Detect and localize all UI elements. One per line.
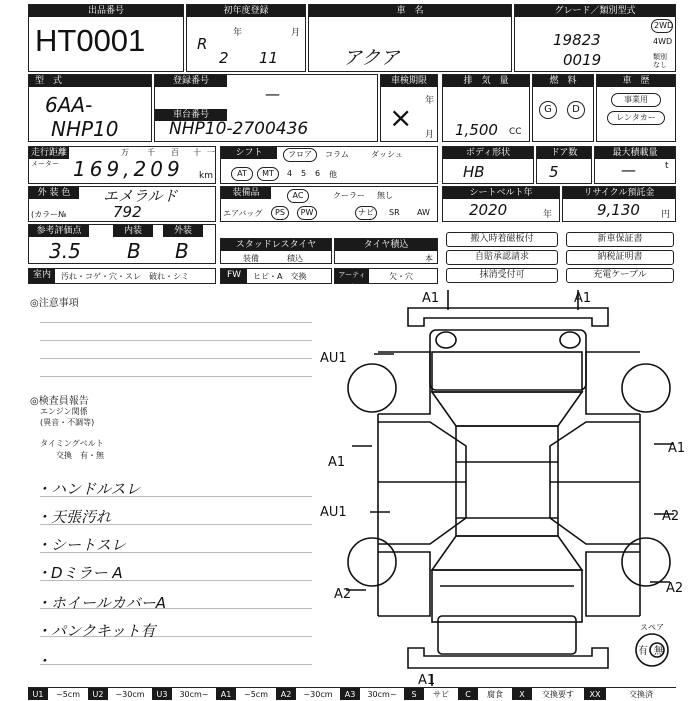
drive-none: 類別なし [653,53,667,69]
grade-line2: 0019 [563,51,602,69]
mileage-unit-10k: 万 [121,148,129,157]
remark-2: ・天張汚れ [36,508,112,526]
legend-value: サビ [424,687,458,700]
inspection-header: 車検期限 [381,75,437,87]
color-box [28,186,216,222]
mileage-unit-1k: 千 [147,148,155,157]
damage-mark: A1 [418,673,436,686]
mileage-unit: km [199,171,213,181]
legend-value: ~5cm [48,687,88,700]
lot-number-value: HT0001 [35,23,146,58]
ch-condition-row [334,268,438,291]
capacity-header: 最大積載量 [595,147,675,159]
doc-warranty: 新車保証書 [566,232,674,247]
doc-deregistration: 抹消受付可 [446,268,558,283]
grade-line1: 19823 [553,31,601,49]
registration-value: — [265,85,280,103]
legend-key: XX [584,687,606,700]
tire-load-unit: 本 [425,254,433,263]
capacity-box [594,146,676,184]
history-commercial: 事業用 [611,93,661,107]
first-reg-month: 11 [259,49,279,67]
interior-condition-label: 室内 [29,269,55,283]
history-box [596,74,676,142]
color-code: 792 [113,203,142,221]
fw-condition-items: ヒビ・A 交換 [253,272,307,281]
equip-sr: SR [389,208,400,217]
spare-value: 有 [638,646,648,657]
studless-box [220,238,332,264]
equip-pw: PW [297,206,317,220]
equip-ps: PS [271,206,289,220]
exterior-grade: B [175,239,189,263]
shift-6: 6 [315,169,321,178]
remark-1: ・ハンドルスレ [36,480,141,498]
studless-loaded: 積込 [287,254,303,263]
lot-number-box [28,4,184,72]
legend-key: A2 [276,687,296,700]
note-line [40,358,312,359]
legend-value: ~30cm [296,687,340,700]
recycle-value: 9,130 [597,201,640,219]
grade-header: グレード／類別型式 [515,5,675,17]
vehicle-damage-diagram [320,286,698,686]
legend-key: A3 [340,687,360,700]
shift-column: コラム [325,150,349,159]
seatbelt-value: 2020 [469,201,508,219]
note-line [40,376,312,377]
seatbelt-unit: 年 [543,210,553,220]
chassis-value: NHP10-2700436 [169,119,309,139]
model-type-line1: 6AA- [45,93,93,117]
legend-value: ~30cm [108,687,152,700]
displacement-unit: CC [509,127,522,137]
displacement-value: 1,500 [455,121,498,139]
inspection-box [380,74,438,142]
inspection-month-label: 月 [425,130,435,140]
first-reg-month-label: 月 [291,28,301,38]
engine-sub: (異音・不調等) [40,418,95,427]
shift-4: 4 [287,169,293,178]
interior-grade-header: 内装 [113,225,153,237]
inspection-year-label: 年 [425,96,435,106]
interior-grade: B [127,239,141,263]
legend-key: U3 [152,687,172,700]
fuel-gasoline: G [539,101,557,119]
history-rental: レンタカー [607,111,665,125]
inspection-value: × [389,101,413,134]
interior-condition-items: 汚れ・コゲ・穴・スレ 破れ・シミ [61,272,189,281]
car-name-value: アクア [343,47,400,69]
timing-sub: 交換 有・無 [56,451,104,460]
ch-condition-items: 欠・穴 [389,272,413,281]
first-registration-box [186,4,306,72]
damage-mark: A2 [662,509,680,524]
legend-key: U1 [28,687,48,700]
remark-5: ・ホイールカバーA [36,594,166,612]
inspector-header: ◎検査員報告 [30,396,89,407]
mileage-unit-10: 十 [193,148,201,157]
interior-condition-row [28,268,216,284]
legend-value: 腐食 [478,687,512,700]
body-type-box [442,146,534,184]
first-reg-era: R [197,35,208,53]
capacity-value: — [621,161,636,179]
spare-none: 無 [654,646,664,657]
chassis-header: 車台番号 [155,109,227,121]
displacement-header: 排 気 量 [443,75,529,87]
doc-tax: 納税証明書 [566,250,674,265]
color-header: 外 装 色 [29,187,79,199]
car-name-header: 車 名 [309,5,511,17]
legend-value: 30cm~ [172,687,216,700]
car-name-box [308,4,512,72]
damage-mark: A1 [422,291,440,306]
equip-navi: ナビ [355,206,377,220]
damage-mark: A1 [574,291,592,306]
shift-5: 5 [301,169,307,178]
spare-label: スペア [640,623,664,632]
note-line [40,664,312,665]
drive-4wd: 4WD [653,37,673,46]
fw-condition-row [220,268,332,284]
body-type-header: ボディ形状 [443,147,533,159]
damage-mark: AU1 [320,351,347,366]
shift-other: 他 [329,170,337,179]
mileage-value: 169,209 [73,157,184,181]
doors-header: ドア数 [537,147,591,159]
equipment-box [220,186,438,222]
model-type-line2: NHP10 [51,117,119,141]
studless-header: スタッドレスタイヤ [221,239,331,251]
tire-load-box [334,238,438,264]
doc-charge-cable: 充電ケーブル [566,268,674,283]
color-code-label: (カラー№ [31,210,67,219]
first-reg-year-label: 年 [233,28,243,38]
recycle-header: リサイクル預託金 [563,187,675,199]
equip-none: 無し [377,191,393,200]
overall-score: 3.5 [49,239,81,263]
legend-key: C [458,687,478,700]
grades-header: 参考評価点 [29,225,89,237]
note-line [40,340,312,341]
damage-mark: A2 [666,581,684,596]
remark-7: ・ [36,652,52,670]
doc-insurance: 自賠承認請求 [446,250,558,265]
legend-value: 30cm~ [360,687,404,700]
first-registration-header: 初年度登録 [187,5,305,17]
equip-cooler: クーラー [333,191,365,200]
legend-key: A1 [216,687,236,700]
mileage-unit-100: 百 [171,148,179,157]
registration-box [154,74,378,142]
drive-2wd: 2WD [651,19,673,33]
color-value: エメラルド [103,187,178,205]
damage-mark: AU1 [320,505,347,520]
model-type-header: 型 式 [29,75,151,87]
shift-box [220,146,438,184]
lot-number-header: 出品番号 [29,5,183,17]
doc-plate: 搬入時着磁板付 [446,232,558,247]
recycle-unit: 円 [661,210,671,220]
engine-label: エンジン関係 [40,407,88,416]
equip-airbag: エアバッグ [223,209,263,218]
body-type-value: HB [463,163,485,181]
tire-load-header: タイヤ積込 [335,239,437,251]
exterior-grade-header: 外装 [163,225,203,237]
mileage-unit-1: 一 [207,148,215,157]
legend-key: S [404,687,424,700]
damage-mark: A1 [668,441,686,456]
remark-3: ・シートスレ [36,536,126,554]
displacement-box [442,74,530,142]
remark-6: ・パンクキット有 [36,622,156,640]
grades-box [28,224,216,264]
grade-box [514,4,676,72]
legend-key: X [512,687,532,700]
ch-condition-label: アーティオ [335,269,369,283]
registration-header: 登録番号 [155,75,227,87]
remark-4: ・Dミラー A [36,564,123,582]
legend-value: 交換要す [532,687,584,700]
equipment-header: 装備品 [221,187,271,199]
damage-mark: A1 [328,455,346,470]
fw-condition-label: FW [221,269,247,283]
shift-floor: フロア [283,148,317,162]
capacity-unit: t [665,161,669,171]
doors-box [536,146,592,184]
fuel-box [532,74,594,142]
meter-label: メーター [31,160,59,168]
recycle-box [562,186,676,222]
mileage-header: 走行距離 [30,148,67,158]
legend-value: ~5cm [236,687,276,700]
model-type-box [28,74,152,142]
shift-header: シフト [221,147,277,159]
fuel-header: 燃 料 [533,75,593,87]
seatbelt-header: シートベルト年 [443,187,559,199]
history-header: 車 歴 [597,75,675,87]
mileage-box [28,146,216,184]
equip-aw: AW [417,208,430,217]
fuel-diesel: D [567,101,585,119]
shift-at: AT [231,167,253,181]
doors-value: 5 [549,163,559,181]
note-line [40,322,312,323]
shift-dash: ダッシュ [371,150,403,159]
legend-value: 交換済 [606,687,676,700]
studless-equipped: 装備 [243,254,259,263]
first-reg-year: 2 [219,49,229,67]
damage-mark: A2 [334,587,352,602]
seatbelt-box [442,186,560,222]
equip-ac: AC [287,189,309,203]
shift-mt: MT [257,167,279,181]
timing-label: タイミングベルト [40,439,104,448]
legend-key: U2 [88,687,108,700]
notes-header: ◎注意事項 [30,298,79,309]
